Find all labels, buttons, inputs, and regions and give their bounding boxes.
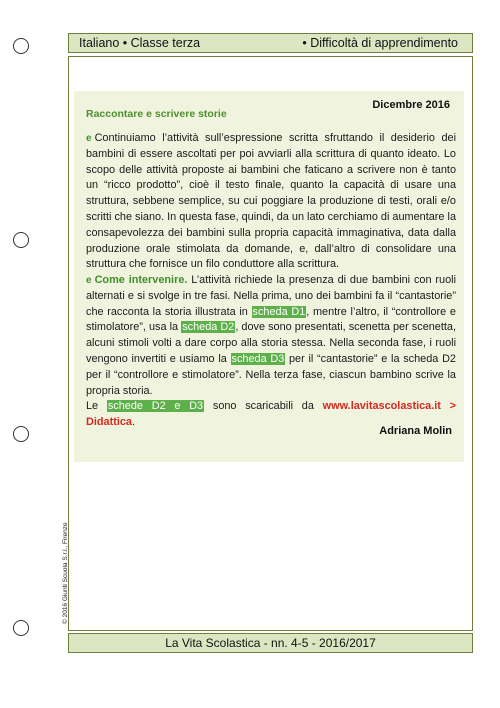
text-segment: L’attività richiede la presenza di due bambini con ruoli alternati e si svolge in tre fasi. Nella prima, uno dei bambini fa il “cantastorie” che racconta la storia illustrata in xyxy=(86,274,456,318)
text-segment: , mentre l’altro, il “controllore e stimolatore”, usa la xyxy=(86,305,456,334)
binder-hole-2 xyxy=(13,232,29,248)
scheda-d3-link[interactable]: scheda D3 xyxy=(231,352,285,365)
author-name: Adriana Molin xyxy=(379,425,452,437)
text-segment: . xyxy=(132,416,136,429)
binder-hole-1 xyxy=(13,38,29,54)
paragraph-intro-text: Continuiamo l’attività sull’espressione scritta sfruttando il desiderio dei bambini di essere ascoltati per poi avviarli alla scrittura di quanto ideato. Lo scopo delle attività proposte ai bambini che faticano a scrivere non è tanto un “ricco prodotto”, cioè il testo finale, quanto la capacità di usare una struttura, sebbene semplice, su cui poggiare la produzione di testi, orali e/o scritti che siano. In questa fase, quindi, da un lato cerchiamo di aumentare la consapevolezza dei bambini sulla propria capacità immaginativa, data dalla produzione orale stimolata da domande, e, dall’altro di consolidare una struttura che fornisce un filo conduttore alla scrittura. xyxy=(86,132,456,271)
header-subject: Italiano • Classe terza xyxy=(79,36,201,50)
article-box xyxy=(74,91,464,462)
copyright-notice: © 2016 Giunti Scuola S.r.l., Firenze xyxy=(62,522,69,624)
text-segment: Le xyxy=(86,400,107,413)
bullet-icon: e xyxy=(86,133,92,144)
text-segment: sono scaricabili da xyxy=(204,400,323,413)
website-link[interactable]: www.lavitascolastica.it > Didattica xyxy=(86,400,456,429)
header-topic: • Difficoltà di apprendimento xyxy=(302,36,458,50)
text-segment: per il “cantastorie” e la scheda D2 per il “controllore e stimolatore”. Nella terza fase, ciascun bambino scrive la propria storia. xyxy=(86,352,456,397)
binder-hole-4 xyxy=(13,620,29,636)
section-title: Raccontare e scrivere storie xyxy=(86,108,227,120)
bullet-icon: e xyxy=(86,275,92,286)
article-date: Dicembre 2016 xyxy=(372,99,450,111)
schede-d2-d3-link[interactable]: schede D2 e D3 xyxy=(107,400,204,413)
scheda-d1-link[interactable]: scheda D1 xyxy=(252,305,306,318)
page-header xyxy=(68,33,473,53)
scheda-d2-link[interactable]: scheda D2 xyxy=(182,321,235,334)
how-to-label: Come intervenire. xyxy=(94,274,188,286)
text-segment: , dove sono presentati, scenetta per scenetta, alcuni stimoli volti a dare corpo alla storia stessa. Nella seconda fase, i ruoli vengono invertiti e usiamo la xyxy=(86,321,456,365)
paragraph-intro xyxy=(86,131,456,273)
page-footer: La Vita Scolastica - nn. 4-5 - 2016/2017 xyxy=(68,633,473,653)
binder-hole-3 xyxy=(13,426,29,442)
paragraph-how-to xyxy=(86,273,456,431)
